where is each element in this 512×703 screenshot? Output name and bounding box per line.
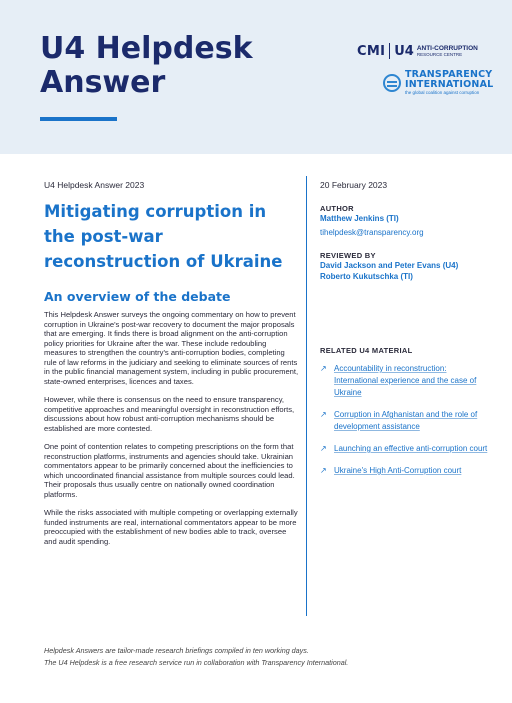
metadata-sidebar bbox=[320, 180, 490, 282]
related-link[interactable]: Ukraine's High Anti-Corruption court bbox=[334, 466, 462, 475]
cover-header bbox=[0, 0, 512, 154]
reviewers-line: Roberto Kukutschka (TI) bbox=[320, 272, 413, 281]
ti-logo-words bbox=[405, 70, 493, 96]
external-link-arrow-icon: ↗ bbox=[320, 444, 327, 453]
u4-logo-line1: ANTI-CORRUPTION bbox=[416, 44, 478, 52]
related-link[interactable]: Launching an effective anti-corruption court bbox=[334, 444, 488, 453]
ti-logo-line2: INTERNATIONAL bbox=[405, 79, 494, 90]
author-email-link[interactable]: tihelpdesk@transparency.org bbox=[320, 228, 424, 237]
external-link-arrow-icon: ↗ bbox=[320, 466, 327, 475]
logo-separator bbox=[389, 43, 390, 59]
publication-date: 20 February 2023 bbox=[320, 180, 388, 190]
document-title: Mitigating corruption in the post-war reconstruction of Ukraine bbox=[44, 202, 283, 271]
cmi-u4-logo bbox=[357, 42, 478, 60]
author-label: AUTHOR bbox=[320, 204, 354, 213]
cmi-logo-text: CMI bbox=[357, 43, 386, 59]
related-material-list bbox=[320, 363, 490, 487]
ti-logo-tagline: the global coalition against corruption bbox=[405, 90, 480, 95]
transparency-international-logo bbox=[383, 70, 493, 96]
brand-title-line1: U4 Helpdesk bbox=[40, 31, 253, 66]
cover-footer bbox=[44, 645, 484, 669]
summary-paragraph: While the risks associated with multiple competing or overlapping externally funded instruments are real, international commentators appear to be more preoccupied with the establishment of new bodies able to track, oversee and audit spending. bbox=[44, 508, 298, 546]
column-divider bbox=[306, 176, 307, 616]
summary-paragraph: This Helpdesk Answer surveys the ongoing commentary on how to prevent corruption in Ukraine's post-war recovery to document the major proposals that are emerging. It finds there is broad alignment on the anti-corruption policy priorities for Ukraine after the war. These include redoubling measures to strengthen the country's anti-corruption bodies, completing rule of law reforms in the judiciary and seeking to eliminate sources of rents in the public financial management system, including in public procurement, state-owned enterprises, licences and taxes. bbox=[44, 310, 299, 386]
external-link-arrow-icon: ↗ bbox=[320, 364, 327, 373]
reviewed-by-label: REVIEWED BY bbox=[320, 251, 376, 260]
related-item[interactable] bbox=[320, 443, 490, 455]
u4-logo-subtitle bbox=[417, 45, 478, 58]
related-link[interactable]: Corruption in Afghanistan and the role of development assistance bbox=[334, 410, 478, 431]
related-item[interactable] bbox=[320, 363, 490, 399]
external-link-arrow-icon: ↗ bbox=[320, 410, 327, 419]
u4-logo-mark: U4 bbox=[394, 43, 414, 59]
footer-line: Helpdesk Answers are tailor-made research briefings compiled in ten working days. bbox=[44, 646, 309, 655]
series-kicker: U4 Helpdesk Answer 2023 bbox=[44, 180, 145, 190]
u4-logo-line2: RESOURCE CENTRE bbox=[416, 51, 463, 57]
summary-body bbox=[44, 310, 299, 555]
ti-logo-line1: TRANSPARENCY bbox=[405, 69, 493, 80]
author-name: Matthew Jenkins (TI) bbox=[320, 214, 399, 223]
brand-title-line2: Answer bbox=[40, 65, 166, 100]
ti-globe-icon bbox=[383, 74, 401, 92]
summary-paragraph: However, while there is consensus on the need to ensure transparency, competitive approaches and meaningful oversight in reconstruction efforts, discussions about how robust anti-corruption mechanisms should be established are more contested. bbox=[44, 395, 295, 433]
related-link[interactable]: Accountability in reconstruction: International experience and the case of Ukraine bbox=[334, 364, 477, 397]
brand-underline bbox=[40, 117, 117, 121]
document-subtitle: An overview of the debate bbox=[44, 289, 231, 304]
footer-line: The U4 Helpdesk is a free research service run in collaboration with Transparency International. bbox=[44, 658, 349, 667]
summary-paragraph: One point of contention relates to competing prescriptions on the form that reconstruction platforms, instruments and agencies should take. Ukrainian commentators appear to be primarily concerned about the inefficiencies to which uncoordinated financial assistance from multiple sources could lead. Their proposals thus usually centre on nationally owned coordination platforms. bbox=[44, 442, 295, 499]
related-item[interactable] bbox=[320, 409, 490, 433]
related-item[interactable] bbox=[320, 465, 490, 477]
reviewers-line: David Jackson and Peter Evans (U4) bbox=[320, 261, 459, 270]
related-material-heading: RELATED U4 MATERIAL bbox=[320, 346, 413, 355]
brand-title bbox=[40, 32, 253, 100]
